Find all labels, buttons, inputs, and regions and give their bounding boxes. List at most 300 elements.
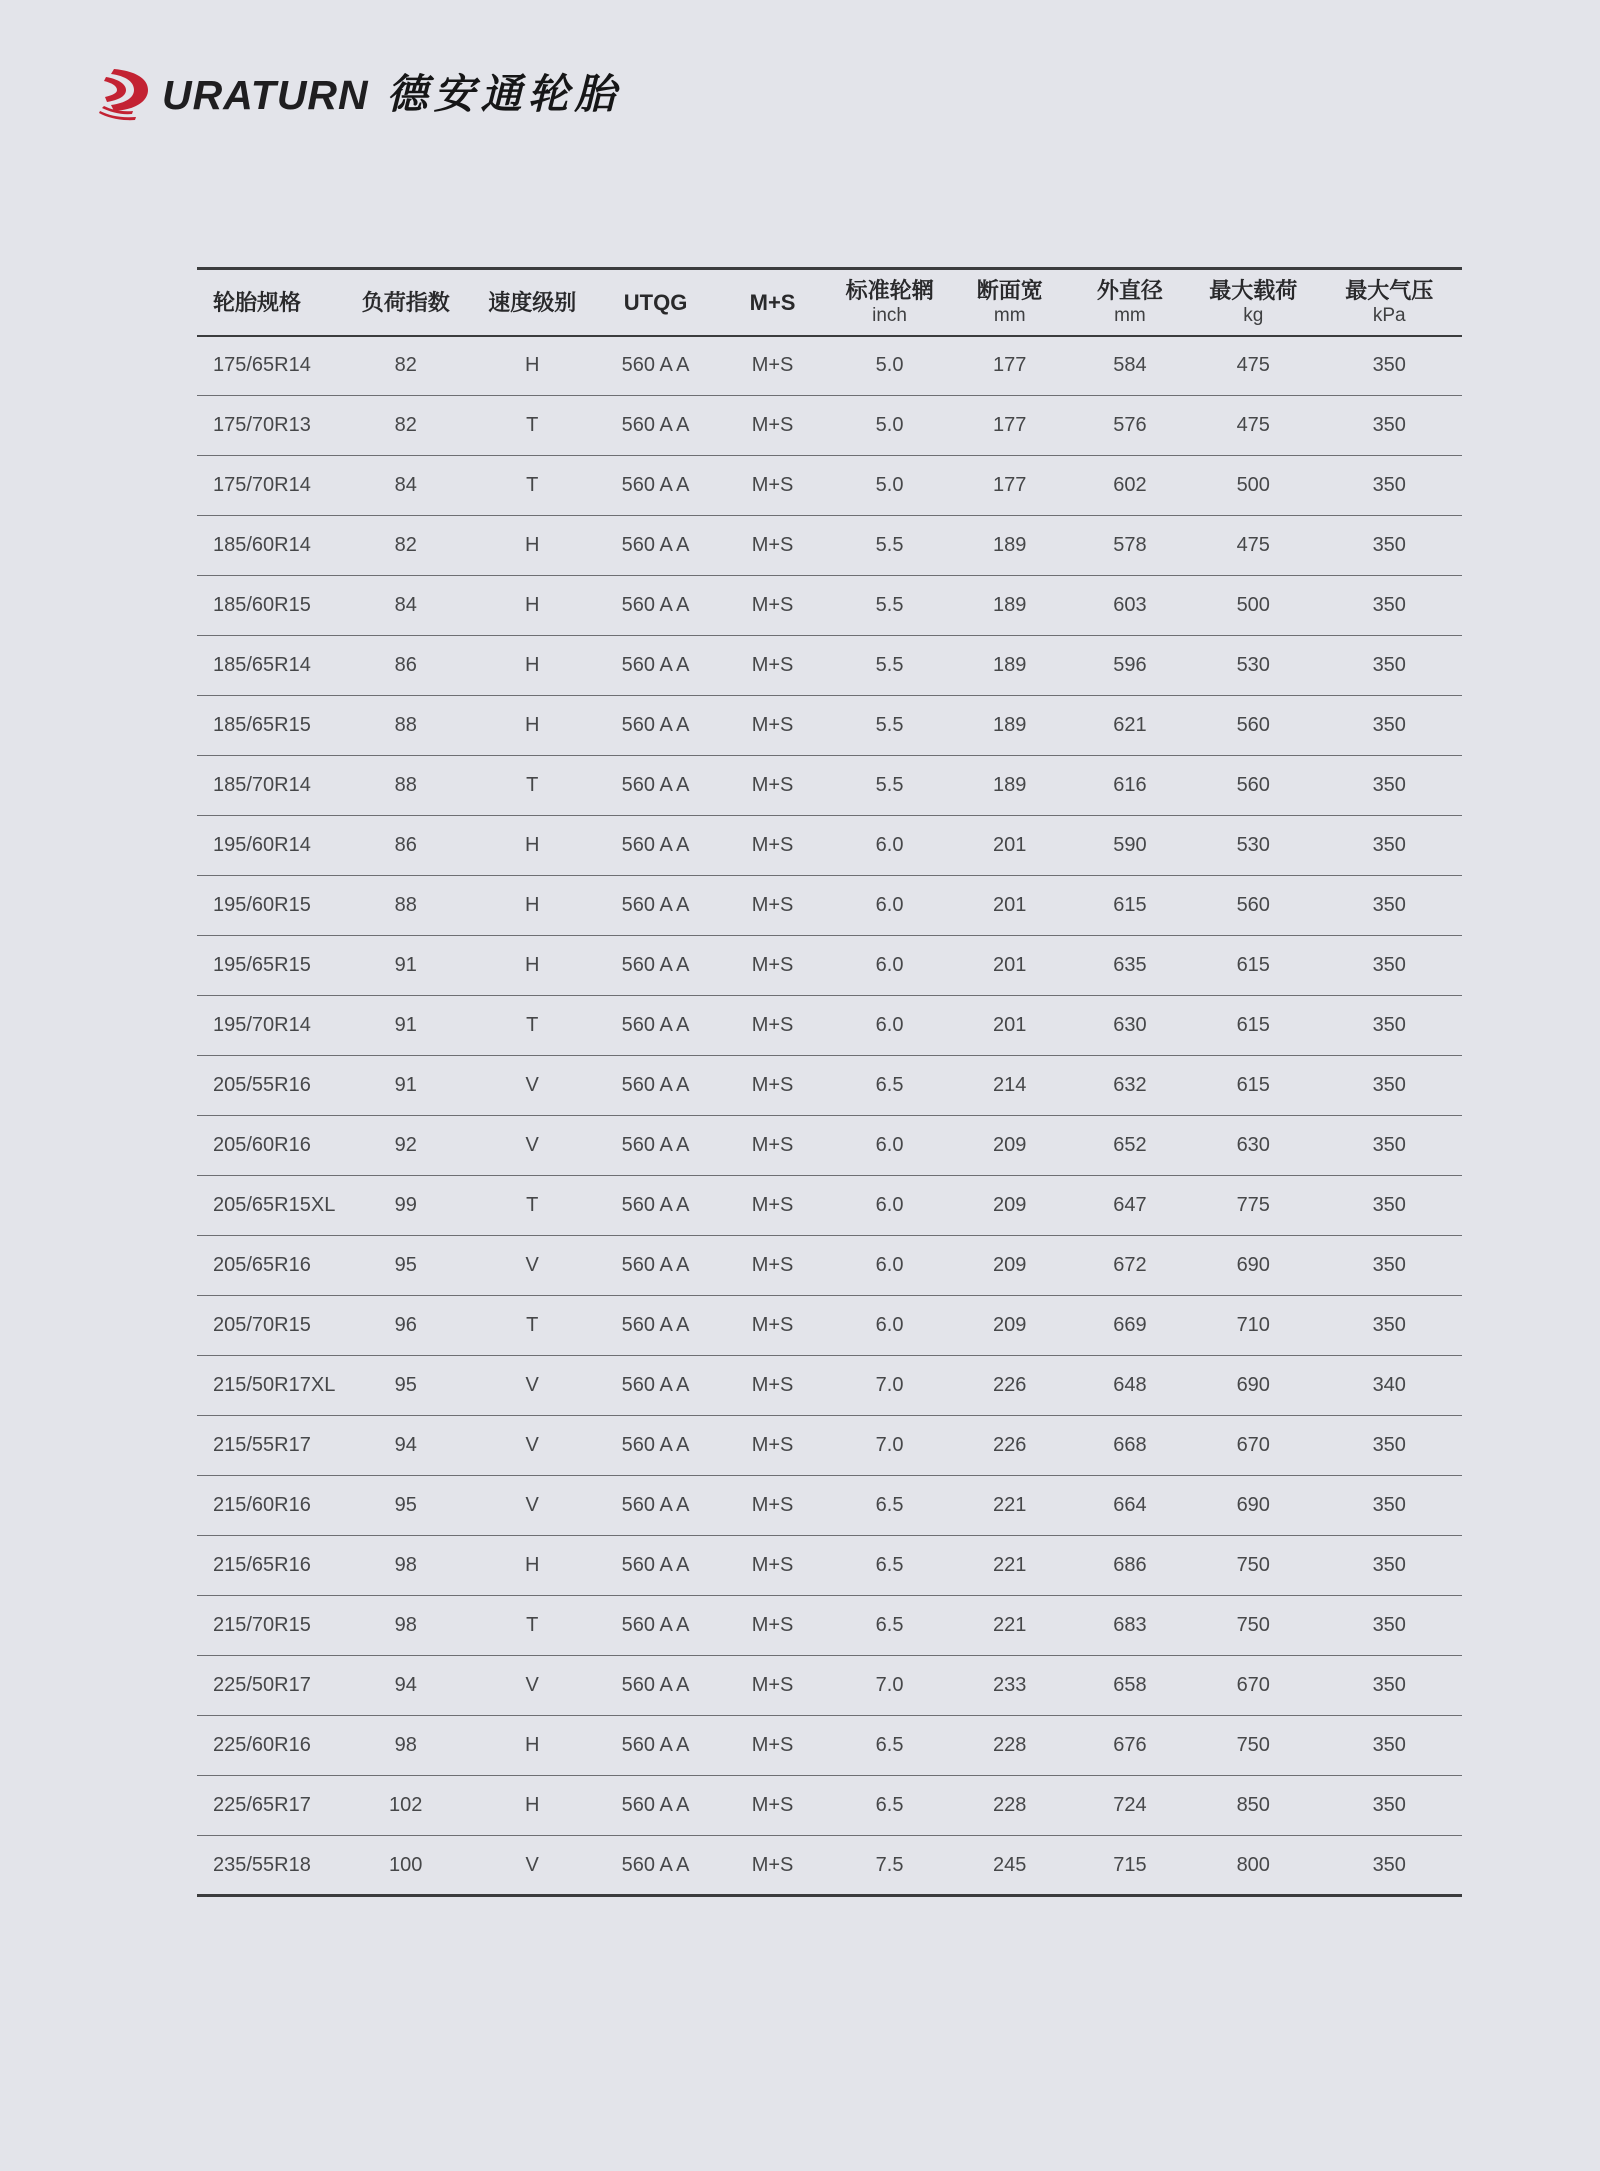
overall-diameter-cell: 648 <box>1113 1374 1147 1396</box>
utqg-cell: 560 A A <box>621 894 690 916</box>
tire-size-cell: 185/60R14 <box>213 534 311 556</box>
ms-marking-cell: M+S <box>751 1734 794 1756</box>
load-index-cell: 82 <box>394 354 417 377</box>
utqg-cell: 560 A A <box>621 1734 690 1756</box>
overall-diameter-cell: 668 <box>1113 1434 1147 1456</box>
overall-diameter-cell: 576 <box>1113 414 1147 436</box>
max-load-cell: 615 <box>1236 954 1270 976</box>
column-header-utqg: UTQG <box>623 289 688 315</box>
max-load-cell: 750 <box>1236 1614 1270 1636</box>
max-pressure-cell: 340 <box>1372 1374 1406 1396</box>
ms-marking-cell: M+S <box>751 1794 794 1816</box>
overall-diameter-cell: 621 <box>1113 714 1147 736</box>
max-pressure-cell: 350 <box>1372 1554 1406 1576</box>
overall-diameter-cell: 578 <box>1113 534 1147 556</box>
utqg-cell: 560 A A <box>621 474 690 496</box>
section-width-cell: 177 <box>993 414 1027 436</box>
overall-diameter-cell: 590 <box>1113 834 1147 856</box>
speed-rating-cell: V <box>525 1074 539 1096</box>
speed-rating-cell: H <box>524 1794 540 1816</box>
ms-marking-cell: M+S <box>751 1134 794 1156</box>
rim-width-cell: 5.0 <box>875 474 904 496</box>
utqg-cell: 560 A A <box>621 534 690 556</box>
ms-marking-cell: M+S <box>751 1554 794 1576</box>
max-pressure-cell: 350 <box>1372 1014 1406 1036</box>
ms-marking-cell: M+S <box>751 1014 794 1036</box>
max-load-cell: 710 <box>1236 1314 1270 1336</box>
overall-diameter-cell: 615 <box>1113 894 1147 916</box>
load-index-cell: 95 <box>394 1494 417 1516</box>
table-row <box>197 756 1462 816</box>
brand-name-cn: 德安通轮胎 <box>386 69 622 118</box>
section-width-cell: 221 <box>993 1494 1027 1516</box>
column-header-section-width: 断面宽 mm <box>950 269 1070 336</box>
rim-width-cell: 5.0 <box>875 354 904 377</box>
load-index-cell: 82 <box>394 414 417 436</box>
max-pressure-cell: 350 <box>1372 1254 1406 1276</box>
tire-size-cell: 225/60R16 <box>213 1734 311 1756</box>
table-row <box>197 336 1462 396</box>
max-load-cell: 560 <box>1236 894 1270 916</box>
table-row <box>197 636 1462 696</box>
ms-marking-cell: M+S <box>751 1194 794 1216</box>
load-index-cell: 86 <box>394 654 417 676</box>
utqg-cell: 560 A A <box>621 954 690 976</box>
section-width-cell: 209 <box>993 1194 1027 1216</box>
utqg-cell: 560 A A <box>621 1254 690 1276</box>
max-pressure-cell: 350 <box>1372 414 1406 436</box>
tire-size-cell: 235/55R18 <box>213 1853 311 1876</box>
utqg-cell: 560 A A <box>621 1794 690 1816</box>
tire-size-cell: 205/65R16 <box>213 1254 311 1276</box>
load-index-cell: 98 <box>394 1614 417 1636</box>
rim-width-cell: 6.0 <box>875 894 904 916</box>
speed-rating-cell: H <box>524 354 540 377</box>
overall-diameter-cell: 603 <box>1113 594 1147 616</box>
max-pressure-cell: 350 <box>1372 474 1406 496</box>
ms-marking-cell: M+S <box>751 1494 794 1516</box>
tire-size-cell: 205/60R16 <box>213 1134 311 1156</box>
speed-rating-cell: H <box>524 894 540 916</box>
tire-size-cell: 205/55R16 <box>213 1074 311 1096</box>
overall-diameter-cell: 602 <box>1113 474 1147 496</box>
table-row <box>197 1296 1462 1356</box>
section-width-cell: 189 <box>993 714 1027 736</box>
rim-width-cell: 6.0 <box>875 1134 904 1156</box>
max-pressure-cell: 350 <box>1372 1614 1406 1636</box>
table-row <box>197 1176 1462 1236</box>
speed-rating-cell: V <box>525 1674 539 1696</box>
rim-width-cell: 6.5 <box>875 1794 904 1816</box>
max-load-cell: 670 <box>1236 1674 1270 1696</box>
ms-marking-cell: M+S <box>751 1434 794 1456</box>
load-index-cell: 91 <box>394 954 417 976</box>
speed-rating-cell: H <box>524 654 540 676</box>
max-pressure-cell: 350 <box>1372 534 1406 556</box>
max-load-cell: 630 <box>1236 1134 1270 1156</box>
ms-marking-cell: M+S <box>751 714 794 736</box>
rim-width-cell: 6.5 <box>875 1734 904 1756</box>
utqg-cell: 560 A A <box>621 1134 690 1156</box>
section-width-cell: 245 <box>993 1853 1027 1876</box>
section-width-cell: 214 <box>993 1074 1027 1096</box>
max-load-cell: 690 <box>1236 1374 1270 1396</box>
tire-size-cell: 185/60R15 <box>213 594 311 616</box>
overall-diameter-cell: 652 <box>1113 1134 1147 1156</box>
utqg-cell: 560 A A <box>621 1014 690 1036</box>
load-index-cell: 86 <box>394 834 417 856</box>
load-index-cell: 96 <box>394 1314 417 1336</box>
rim-width-cell: 6.5 <box>875 1074 904 1096</box>
speed-rating-cell: V <box>525 1494 539 1516</box>
overall-diameter-cell: 630 <box>1113 1014 1147 1036</box>
ms-marking-cell: M+S <box>751 834 794 856</box>
utqg-cell: 560 A A <box>621 1374 690 1396</box>
rim-width-cell: 6.5 <box>875 1494 904 1516</box>
speed-rating-cell: T <box>526 774 539 796</box>
section-width-cell: 189 <box>993 594 1027 616</box>
tire-size-cell: 195/60R14 <box>213 834 311 856</box>
max-load-cell: 560 <box>1236 774 1270 796</box>
utqg-cell: 560 A A <box>621 714 690 736</box>
overall-diameter-cell: 669 <box>1113 1314 1147 1336</box>
rim-width-cell: 5.5 <box>875 594 904 616</box>
max-load-cell: 475 <box>1236 534 1270 556</box>
section-width-cell: 226 <box>993 1374 1027 1396</box>
table-row <box>197 396 1462 456</box>
ms-marking-cell: M+S <box>751 1374 794 1396</box>
table-row <box>197 1656 1462 1716</box>
ms-marking-cell: M+S <box>751 1674 794 1696</box>
rim-width-cell: 6.0 <box>875 1014 904 1036</box>
column-unit-max-load: kg <box>1243 304 1264 326</box>
load-index-cell: 94 <box>394 1434 417 1456</box>
rim-width-cell: 5.5 <box>875 714 904 736</box>
max-pressure-cell: 350 <box>1372 1734 1406 1756</box>
speed-rating-cell: H <box>524 834 540 856</box>
ms-marking-cell: M+S <box>751 414 794 436</box>
speed-rating-cell: V <box>525 1374 539 1396</box>
rim-width-cell: 6.0 <box>875 1254 904 1276</box>
column-header-rim-width: 标准轮辋 inch <box>829 269 949 336</box>
utqg-cell: 560 A A <box>621 354 690 377</box>
section-width-cell: 189 <box>993 774 1027 796</box>
brand-name-en: URATURN <box>162 71 369 118</box>
utqg-cell: 560 A A <box>621 1494 690 1516</box>
speed-rating-cell: H <box>524 954 540 976</box>
tire-size-cell: 225/50R17 <box>213 1674 311 1696</box>
max-load-cell: 800 <box>1236 1853 1270 1876</box>
table-row <box>197 576 1462 636</box>
column-header-overall-diameter: 外直径 mm <box>1070 269 1190 336</box>
section-width-cell: 221 <box>993 1614 1027 1636</box>
section-width-cell: 209 <box>993 1134 1027 1156</box>
max-pressure-cell: 350 <box>1372 1853 1406 1876</box>
speed-rating-cell: V <box>525 1254 539 1276</box>
section-width-cell: 209 <box>993 1254 1027 1276</box>
ms-marking-cell: M+S <box>751 1314 794 1336</box>
load-index-cell: 94 <box>394 1674 417 1696</box>
table-row <box>197 816 1462 876</box>
speed-rating-cell: T <box>526 474 539 496</box>
utqg-cell: 560 A A <box>621 1194 690 1216</box>
overall-diameter-cell: 724 <box>1113 1794 1147 1816</box>
ms-marking-cell: M+S <box>751 474 794 496</box>
section-width-cell: 177 <box>993 474 1027 496</box>
overall-diameter-cell: 616 <box>1113 774 1147 796</box>
ms-marking-cell: M+S <box>751 594 794 616</box>
max-load-cell: 850 <box>1236 1794 1270 1816</box>
overall-diameter-cell: 635 <box>1113 954 1147 976</box>
column-unit-section-width: mm <box>993 304 1026 326</box>
tire-size-cell: 175/65R14 <box>213 354 311 377</box>
table-row <box>197 1836 1462 1896</box>
max-load-cell: 500 <box>1236 594 1270 616</box>
table-row <box>197 696 1462 756</box>
tire-size-cell: 195/65R15 <box>213 954 311 976</box>
speed-rating-cell: T <box>526 1614 539 1636</box>
tire-size-cell: 205/65R15XL <box>213 1194 336 1216</box>
load-index-cell: 102 <box>389 1794 423 1816</box>
tire-size-cell: 215/60R16 <box>213 1494 311 1516</box>
load-index-cell: 88 <box>394 774 417 796</box>
max-load-cell: 690 <box>1236 1494 1270 1516</box>
tire-size-cell: 175/70R14 <box>213 474 311 496</box>
section-width-cell: 209 <box>993 1314 1027 1336</box>
table-body <box>197 336 1462 1896</box>
tire-size-cell: 215/55R17 <box>213 1434 311 1456</box>
load-index-cell: 91 <box>394 1014 417 1036</box>
overall-diameter-cell: 596 <box>1113 654 1147 676</box>
table-row <box>197 936 1462 996</box>
ms-marking-cell: M+S <box>751 654 794 676</box>
ms-marking-cell: M+S <box>751 1853 794 1876</box>
speed-rating-cell: V <box>525 1134 539 1156</box>
rim-width-cell: 7.5 <box>875 1853 904 1876</box>
column-unit-overall-diameter: mm <box>1114 304 1146 326</box>
table-row <box>197 1416 1462 1476</box>
section-width-cell: 189 <box>993 654 1027 676</box>
tire-size-cell: 195/70R14 <box>213 1014 311 1036</box>
ms-marking-cell: M+S <box>751 894 794 916</box>
speed-rating-cell: T <box>526 414 539 436</box>
speed-rating-cell: H <box>524 714 540 736</box>
overall-diameter-cell: 632 <box>1113 1074 1147 1096</box>
utqg-cell: 560 A A <box>621 774 690 796</box>
max-pressure-cell: 350 <box>1372 894 1406 916</box>
ms-marking-cell: M+S <box>751 534 794 556</box>
brand-logo <box>98 68 622 120</box>
table-row <box>197 1056 1462 1116</box>
rim-width-cell: 5.5 <box>875 534 904 556</box>
section-width-cell: 233 <box>993 1674 1027 1696</box>
max-pressure-cell: 350 <box>1372 654 1406 676</box>
table-row <box>197 1476 1462 1536</box>
section-width-cell: 226 <box>993 1434 1027 1456</box>
max-pressure-cell: 350 <box>1372 714 1406 736</box>
rim-width-cell: 6.0 <box>875 954 904 976</box>
max-pressure-cell: 350 <box>1372 1494 1406 1516</box>
speed-rating-cell: V <box>525 1434 539 1456</box>
rim-width-cell: 6.0 <box>875 1314 904 1336</box>
overall-diameter-cell: 658 <box>1113 1674 1147 1696</box>
tire-size-cell: 185/70R14 <box>213 774 311 796</box>
table-row <box>197 456 1462 516</box>
max-pressure-cell: 350 <box>1372 1194 1406 1216</box>
section-width-cell: 177 <box>993 354 1027 377</box>
column-header-tire-size: 轮胎规格 <box>213 289 302 315</box>
max-pressure-cell: 350 <box>1372 834 1406 856</box>
tire-size-cell: 215/50R17XL <box>213 1374 336 1396</box>
table-row <box>197 516 1462 576</box>
load-index-cell: 99 <box>394 1194 417 1216</box>
load-index-cell: 95 <box>394 1374 417 1396</box>
max-load-cell: 475 <box>1236 414 1270 436</box>
max-pressure-cell: 350 <box>1372 1794 1406 1816</box>
tire-size-cell: 215/65R16 <box>213 1554 311 1576</box>
rim-width-cell: 7.0 <box>875 1674 904 1696</box>
max-pressure-cell: 350 <box>1372 774 1406 796</box>
tire-size-cell: 185/65R15 <box>213 714 311 736</box>
tire-size-cell: 175/70R13 <box>213 414 311 436</box>
load-index-cell: 100 <box>389 1853 423 1876</box>
overall-diameter-cell: 676 <box>1113 1734 1147 1756</box>
speed-rating-cell: T <box>526 1194 539 1216</box>
overall-diameter-cell: 584 <box>1113 354 1147 377</box>
utqg-cell: 560 A A <box>621 1434 690 1456</box>
load-index-cell: 98 <box>394 1734 417 1756</box>
max-pressure-cell: 350 <box>1372 594 1406 616</box>
section-width-cell: 228 <box>993 1794 1027 1816</box>
overall-diameter-cell: 664 <box>1113 1494 1147 1516</box>
tire-spec-table <box>197 267 1462 1897</box>
table-row <box>197 1236 1462 1296</box>
load-index-cell: 84 <box>394 474 417 496</box>
overall-diameter-cell: 672 <box>1113 1254 1147 1276</box>
table-row <box>197 1596 1462 1656</box>
speed-rating-cell: T <box>526 1014 539 1036</box>
section-width-cell: 189 <box>993 534 1027 556</box>
max-load-cell: 775 <box>1236 1194 1270 1216</box>
section-width-cell: 221 <box>993 1554 1027 1576</box>
section-width-cell: 201 <box>993 894 1027 916</box>
table-row <box>197 1776 1462 1836</box>
load-index-cell: 95 <box>394 1254 417 1276</box>
column-header-ms-marking: M+S <box>749 289 796 315</box>
table-header-row <box>197 269 1462 336</box>
section-width-cell: 201 <box>993 1014 1027 1036</box>
column-header-load-index: 负荷指数 <box>361 289 450 315</box>
utqg-cell: 560 A A <box>621 1314 690 1336</box>
tire-spec-table-container <box>197 267 1462 1897</box>
ms-marking-cell: M+S <box>751 774 794 796</box>
utqg-cell: 560 A A <box>621 594 690 616</box>
ms-marking-cell: M+S <box>751 1614 794 1636</box>
rim-width-cell: 7.0 <box>875 1374 904 1396</box>
table-row <box>197 1536 1462 1596</box>
max-load-cell: 690 <box>1236 1254 1270 1276</box>
utqg-cell: 560 A A <box>621 1074 690 1096</box>
ms-marking-cell: M+S <box>751 1254 794 1276</box>
overall-diameter-cell: 715 <box>1113 1853 1147 1876</box>
section-width-cell: 201 <box>993 954 1027 976</box>
max-pressure-cell: 350 <box>1372 354 1406 377</box>
column-header-max-pressure: 最大气压 kPa <box>1317 269 1463 336</box>
utqg-cell: 560 A A <box>621 1554 690 1576</box>
tire-size-cell: 195/60R15 <box>213 894 311 916</box>
max-pressure-cell: 350 <box>1372 1134 1406 1156</box>
load-index-cell: 88 <box>394 714 417 736</box>
load-index-cell: 98 <box>394 1554 417 1576</box>
duraturn-d-icon <box>98 67 156 121</box>
max-load-cell: 750 <box>1236 1734 1270 1756</box>
table-row <box>197 876 1462 936</box>
rim-width-cell: 6.0 <box>875 1194 904 1216</box>
max-pressure-cell: 350 <box>1372 1434 1406 1456</box>
speed-rating-cell: H <box>524 534 540 556</box>
utqg-cell: 560 A A <box>621 1674 690 1696</box>
max-load-cell: 670 <box>1236 1434 1270 1456</box>
load-index-cell: 82 <box>394 534 417 556</box>
max-pressure-cell: 350 <box>1372 1314 1406 1336</box>
max-pressure-cell: 350 <box>1372 1074 1406 1096</box>
section-width-cell: 201 <box>993 834 1027 856</box>
tire-size-cell: 185/65R14 <box>213 654 311 676</box>
utqg-cell: 560 A A <box>621 414 690 436</box>
max-load-cell: 615 <box>1236 1014 1270 1036</box>
max-pressure-cell: 350 <box>1372 1674 1406 1696</box>
max-load-cell: 530 <box>1236 834 1270 856</box>
ms-marking-cell: M+S <box>751 954 794 976</box>
table-row <box>197 1116 1462 1176</box>
max-pressure-cell: 350 <box>1372 954 1406 976</box>
rim-width-cell: 5.5 <box>875 654 904 676</box>
tire-size-cell: 205/70R15 <box>213 1314 311 1336</box>
max-load-cell: 615 <box>1236 1074 1270 1096</box>
utqg-cell: 560 A A <box>621 1853 690 1876</box>
section-width-cell: 228 <box>993 1734 1027 1756</box>
overall-diameter-cell: 683 <box>1113 1614 1147 1636</box>
tire-size-cell: 215/70R15 <box>213 1614 311 1636</box>
speed-rating-cell: H <box>524 594 540 616</box>
utqg-cell: 560 A A <box>621 1614 690 1636</box>
rim-width-cell: 5.5 <box>875 774 904 796</box>
tire-size-cell: 225/65R17 <box>213 1794 311 1816</box>
table-row <box>197 1356 1462 1416</box>
column-unit-max-pressure: kPa <box>1372 304 1406 326</box>
column-header-speed-rating: 速度级别 <box>488 289 577 315</box>
max-load-cell: 750 <box>1236 1554 1270 1576</box>
max-load-cell: 500 <box>1236 474 1270 496</box>
load-index-cell: 84 <box>394 594 417 616</box>
load-index-cell: 92 <box>394 1134 417 1156</box>
rim-width-cell: 6.5 <box>875 1554 904 1576</box>
load-index-cell: 88 <box>394 894 417 916</box>
speed-rating-cell: T <box>526 1314 539 1336</box>
max-load-cell: 530 <box>1236 654 1270 676</box>
utqg-cell: 560 A A <box>621 834 690 856</box>
rim-width-cell: 5.0 <box>875 414 904 436</box>
ms-marking-cell: M+S <box>751 354 794 377</box>
speed-rating-cell: H <box>524 1554 540 1576</box>
rim-width-cell: 7.0 <box>875 1434 904 1456</box>
load-index-cell: 91 <box>394 1074 417 1096</box>
overall-diameter-cell: 686 <box>1113 1554 1147 1576</box>
utqg-cell: 560 A A <box>621 654 690 676</box>
table-row <box>197 996 1462 1056</box>
max-load-cell: 475 <box>1236 354 1270 377</box>
column-unit-rim-width: inch <box>872 304 907 326</box>
